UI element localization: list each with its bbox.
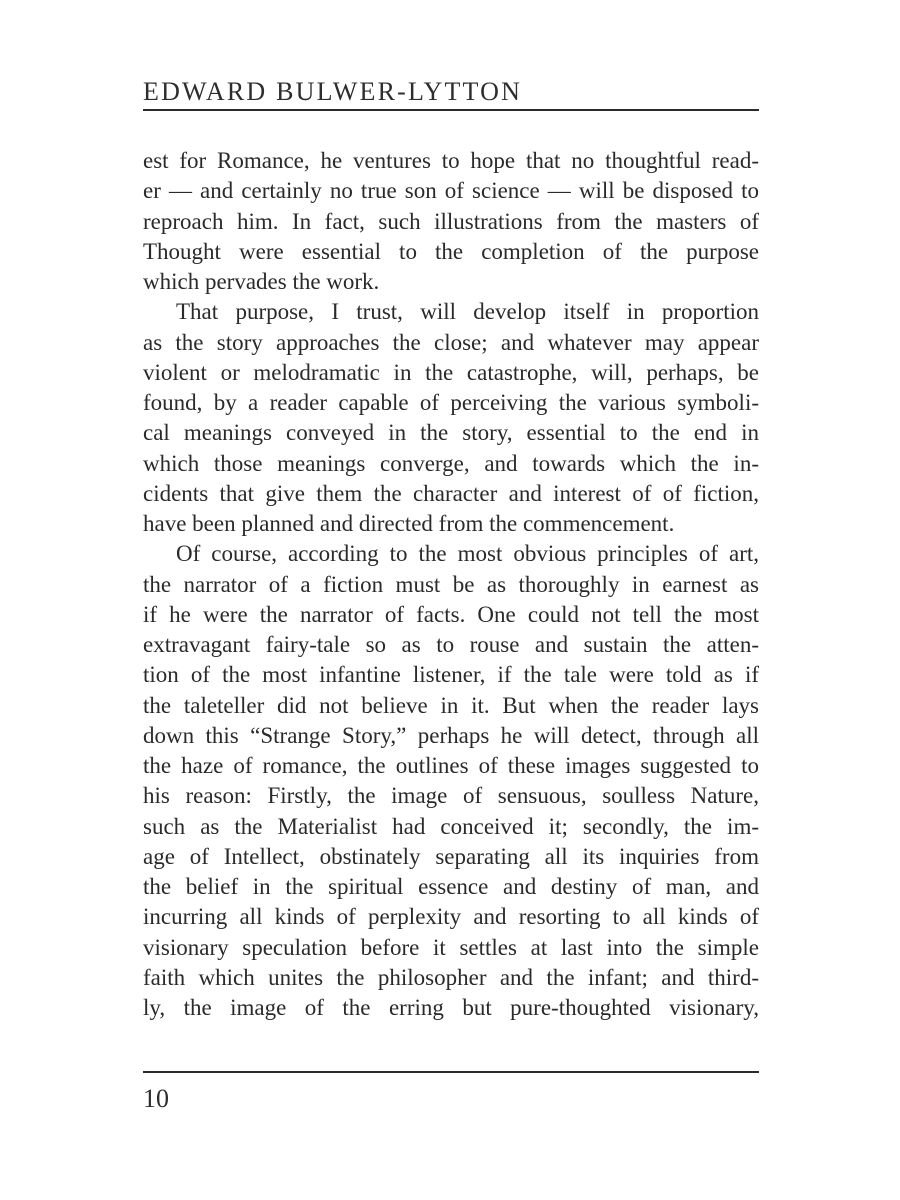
running-head: EDWARD BULWER-LYTTON bbox=[143, 77, 523, 106]
text-line: if he were the narrator of facts. One could not tell the most bbox=[143, 601, 759, 627]
text-line: the taleteller did not believe in it. But when the reader lays bbox=[143, 692, 759, 718]
text-line: the narrator of a fiction must be as thoroughly in earnest as bbox=[143, 571, 759, 597]
page-number: 10 bbox=[143, 1084, 169, 1113]
text-line: Of course, according to the most obvious principles of art, bbox=[176, 541, 759, 567]
text-line: such as the Materialist had conceived it; secondly, the im- bbox=[143, 813, 759, 839]
text-line: visionary speculation before it settles at last into the simple bbox=[143, 934, 759, 960]
text-line: have been planned and directed from the commencement. bbox=[143, 511, 675, 536]
header-rule bbox=[143, 109, 759, 111]
text-line: the haze of romance, the outlines of these images suggested to bbox=[143, 753, 759, 778]
text-line: found, by a reader capable of perceiving the various symboli- bbox=[143, 390, 759, 415]
text-line: extravagant fairy-tale so as to rouse and sustain the atten- bbox=[143, 632, 759, 657]
text-line: which those meanings converge, and towards which the in- bbox=[143, 450, 759, 476]
text-line: cal meanings conveyed in the story, essential to the end in bbox=[143, 420, 759, 446]
text-line: ly, the image of the erring but pure-thoughted visionary, bbox=[143, 995, 759, 1020]
text-line: the belief in the spiritual essence and destiny of man, and bbox=[143, 874, 759, 899]
text-line: reproach him. In fact, such illustrations from the masters of bbox=[143, 208, 759, 234]
body-text bbox=[143, 146, 759, 1023]
text-line: est for Romance, he ventures to hope that no thoughtful read- bbox=[143, 148, 759, 173]
text-line: er — and certainly no true son of science — will be disposed to bbox=[143, 178, 759, 204]
text-line: his reason: Firstly, the image of sensuous, soulless Nature, bbox=[143, 783, 759, 809]
text-line: as the story approaches the close; and whatever may appear bbox=[143, 329, 759, 355]
text-line: cidents that give them the character and interest of of fiction, bbox=[143, 480, 759, 506]
text-line: That purpose, I trust, will develop itself in proportion bbox=[176, 299, 759, 325]
text-line: tion of the most infantine listener, if the tale were told as if bbox=[143, 662, 759, 688]
text-line: Thought were essential to the completion of the purpose bbox=[143, 238, 759, 264]
text-line: age of Intellect, obstinately separating all its inquiries from bbox=[143, 843, 759, 869]
text-line: incurring all kinds of perplexity and resorting to all kinds of bbox=[143, 904, 759, 930]
text-line: violent or melodramatic in the catastrophe, will, perhaps, be bbox=[143, 359, 759, 385]
footer-rule bbox=[143, 1071, 759, 1073]
text-line: which pervades the work. bbox=[143, 269, 380, 294]
text-line: faith which unites the philosopher and the infant; and third- bbox=[143, 964, 759, 990]
text-line: down this “Strange Story,” perhaps he will detect, through all bbox=[143, 722, 759, 748]
